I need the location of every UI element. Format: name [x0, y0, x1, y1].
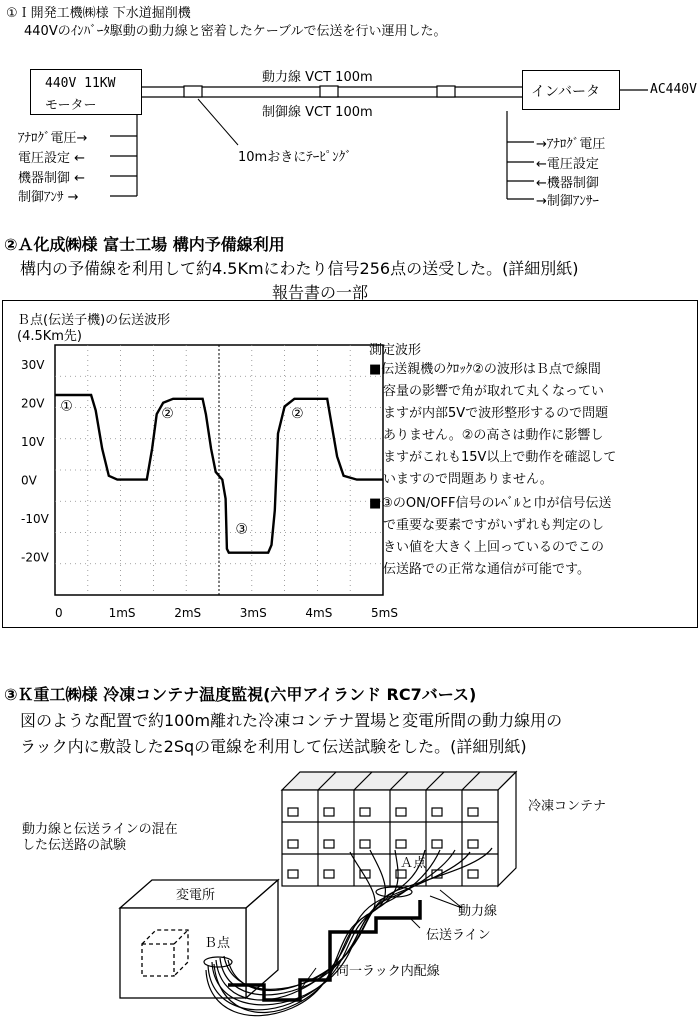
- power-cable-label: 動力線 VCT 100m: [262, 70, 373, 85]
- left-signal-voltage-set: 電圧設定 ←: [18, 151, 86, 166]
- point-b-label: Ｂ点: [204, 936, 231, 951]
- note-1-line: 容量の影響で角が取れて丸くなってい: [383, 384, 605, 399]
- y-tick-label: 20V: [21, 396, 45, 411]
- right-signal-analog: →ｱﾅﾛｸﾞ電圧: [536, 137, 606, 152]
- container-stack: [282, 772, 516, 886]
- motor-label: モーター: [45, 98, 97, 113]
- ac-source-label: AC440V: [650, 82, 697, 97]
- transmission-line-label: 伝送ライン: [426, 928, 491, 943]
- notes-title: 測定波形: [369, 343, 422, 358]
- power-line-label: 動力線: [458, 904, 498, 919]
- containers-label: 冷凍コンテナ: [528, 799, 607, 814]
- motor-spec: 440V 11KW: [45, 76, 116, 91]
- substation-label: 変電所: [176, 888, 216, 903]
- chart-title: Ｂ点(伝送子機)の伝送波形: [17, 313, 171, 328]
- note-1-line: ますが内部5Vで波形整形するので問題: [383, 406, 609, 421]
- section2-description: 構内の予備線を利用して約4.5Kmにわたり信号256点の送受した。(詳細別紙): [20, 259, 579, 278]
- y-tick-label: -20V: [21, 550, 49, 565]
- control-cable-label: 制御線 VCT 100m: [262, 105, 373, 120]
- point-a-label: Ａ点: [400, 856, 427, 871]
- x-tick-label: 0: [55, 606, 63, 620]
- note-1-line: ありません。②の高さは動作に影響し: [383, 428, 604, 443]
- y-tick-label: 10V: [21, 435, 45, 450]
- rack-wiring-label: 同一ラック内配線: [336, 964, 440, 979]
- taping-note: 10mおきにﾃｰﾋﾟﾝｸﾞ: [238, 150, 352, 165]
- note-2-line: 伝送路での正常な通信が可能です。: [383, 562, 590, 577]
- section3-title: ③Ｋ重工㈱様 冷凍コンテナ温度監視(六甲アイランド RC7バース): [4, 685, 477, 704]
- section1-description: 440Vのｲﾝﾊﾞｰﾀ駆動の動力線と密着したケーブルで伝送を行い運用した。: [24, 24, 447, 39]
- left-signal-device-control: 機器制御 ←: [18, 171, 86, 186]
- x-tick-label: 2mS: [174, 606, 202, 620]
- left-signal-analog: ｱﾅﾛｸﾞ電圧→: [18, 131, 88, 146]
- section2-title: ②Ａ化成㈱様 富士工場 構内予備線利用: [4, 235, 285, 254]
- section3-description-line2: ラック内に敷設した2Sqの電線を利用して伝送試験をした。(詳細別紙): [20, 737, 527, 756]
- report-label: 報告書の一部: [272, 283, 369, 302]
- waveform-marker: ①: [60, 398, 73, 415]
- test-note-line1: 動力線と伝送ラインの混在: [22, 822, 178, 837]
- right-signal-voltage-set: ←電圧設定: [536, 157, 599, 172]
- y-tick-label: -10V: [21, 512, 49, 527]
- section1-title: ①Ｉ開発工機㈱様 下水道掘削機: [6, 6, 191, 21]
- section3-description-line1: 図のような配置で約100m離れた冷凍コンテナ置場と変電所間の動力線用の: [20, 711, 563, 730]
- right-signal-control-answer: →制御ｱﾝｻｰ: [536, 194, 599, 209]
- right-signal-device-control: ←機器制御: [536, 176, 599, 191]
- x-tick-label: 1mS: [108, 606, 136, 620]
- note-1-line: ■伝送親機のｸﾛｯｸ②の波形はＢ点で線間: [369, 362, 601, 377]
- left-signal-control-answer: 制御ｱﾝｻ →: [18, 190, 79, 205]
- waveform-marker: ③: [235, 521, 248, 538]
- waveform-marker: ②: [161, 406, 174, 423]
- note-2-line: きい値を大きく上回っているのでこの: [383, 540, 605, 555]
- note-2-line: で重要な要素ですがいずれも判定のし: [383, 518, 605, 533]
- note-2-line: ■③のON/OFF信号のﾚﾍﾞﾙと巾が信号伝送: [369, 496, 612, 511]
- inverter-label: インバータ: [531, 84, 601, 100]
- y-tick-label: 30V: [21, 358, 45, 373]
- note-1-line: いますので問題ありません。: [383, 472, 553, 487]
- chart-subtitle: (4.5Km先): [17, 329, 83, 344]
- note-1-line: ますがこれも15V以上で動作を確認して: [383, 450, 617, 465]
- x-tick-label: 4mS: [305, 606, 333, 620]
- x-tick-label: 5mS: [371, 606, 398, 620]
- x-tick-label: 3mS: [239, 606, 267, 620]
- y-tick-label: 0V: [21, 473, 37, 488]
- waveform-marker: ②: [291, 406, 304, 423]
- test-note-line2: した伝送路の試験: [22, 838, 127, 853]
